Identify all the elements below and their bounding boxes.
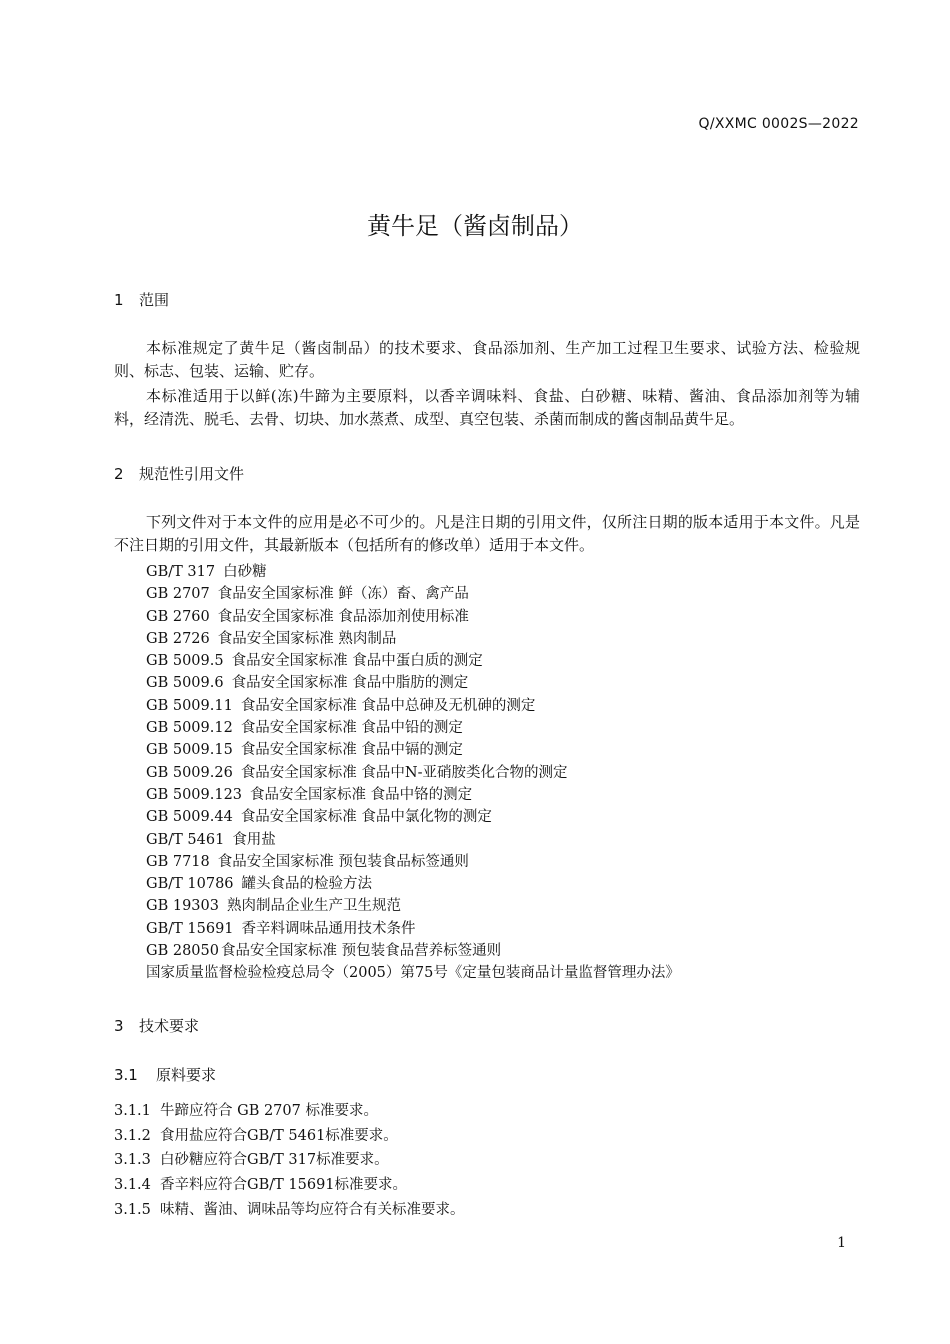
subsection-title: 原料要求: [156, 1066, 217, 1084]
reference-title: 食品安全国家标准 食品中镉的测定: [240, 742, 463, 759]
references-intro: 下列文件对于本文件的应用是必不可少的。凡是注日期的引用文件，仅所注日期的版本适用于本文件。凡是不注日期的引用文件，其最新版本（包括所有的修改单）适用于本文件。: [114, 513, 860, 554]
reference-code: GB 28050: [146, 943, 219, 960]
reference-title: 食品安全国家标准 预包装食品标签通则: [217, 853, 469, 870]
document-code: Q/XXMC 0002S—2022: [698, 116, 859, 132]
reference-item: [146, 962, 680, 984]
reference-title: 香辛料调味品通用技术条件: [241, 920, 416, 937]
reference-code: GB 5009.11: [146, 697, 233, 714]
reference-item: [146, 672, 680, 694]
reference-title: 食品安全国家标准 食品添加剂使用标准: [217, 608, 469, 625]
section-number: 1: [114, 291, 124, 309]
reference-code: GB/T 15691: [146, 920, 234, 937]
reference-item: [146, 829, 680, 851]
section-heading-tech: [114, 1015, 199, 1036]
requirement-list: [114, 1099, 465, 1223]
reference-item: [146, 650, 680, 672]
reference-item: [146, 806, 680, 828]
reference-code: GB 19303: [146, 898, 219, 915]
item-number: 3.1.1: [114, 1103, 151, 1119]
reference-code: GB 5009.123: [146, 786, 243, 803]
reference-title: 食品安全国家标准 食品中总砷及无机砷的测定: [240, 697, 536, 714]
reference-code: GB 2760: [146, 608, 210, 625]
reference-code: GB/T 5461: [146, 831, 225, 848]
reference-title: 食品安全国家标准 食品中氯化物的测定: [240, 809, 492, 826]
reference-item: [146, 739, 680, 761]
reference-title: 罐头食品的检验方法: [241, 876, 373, 893]
item-number: 3.1.5: [114, 1201, 151, 1218]
reference-item: [146, 717, 680, 739]
reference-code: GB 5009.26: [146, 764, 233, 781]
item-text: 香辛料应符合GB/T 15691标准要求。: [160, 1177, 408, 1194]
reference-title: 食用盐: [232, 831, 276, 848]
subsection-heading-materials: [114, 1064, 216, 1085]
reference-code: GB 5009.5: [146, 653, 224, 670]
item-number: 3.1.2: [114, 1127, 151, 1144]
requirement-item: [114, 1198, 465, 1223]
requirement-item: [114, 1173, 465, 1198]
reference-item: [146, 762, 680, 784]
reference-title: 国家质量监督检验检疫总局令（2005）第75号《定量包装商品计量监督管理办法》: [146, 965, 680, 982]
document-title: 黄牛足（酱卤制品）: [367, 212, 583, 240]
reference-code: GB 7718: [146, 853, 210, 870]
reference-list: [146, 561, 680, 985]
reference-title: 食品安全国家标准 食品中N-亚硝胺类化合物的测定: [240, 764, 568, 781]
section-heading-scope: [114, 289, 169, 310]
reference-code: GB 2726: [146, 630, 210, 647]
reference-item: [146, 628, 680, 650]
reference-code: GB 2707: [146, 586, 210, 603]
section-heading-references: [114, 463, 244, 484]
reference-title: 白砂糖: [223, 564, 267, 580]
item-text: 白砂糖应符合GB/T 317标准要求。: [160, 1152, 389, 1169]
scope-paragraph-2: 本标准适用于以鲜(冻)牛蹄为主要原料，以香辛调味料、食盐、白砂糖、味精、酱油、食品添加剂等为辅料，经清洗、脱毛、去骨、切块、加水蒸煮、成型、真空包装、杀菌而制成的酱卤制品黄牛足。: [114, 387, 860, 428]
requirement-item: [114, 1099, 465, 1124]
reference-item: [146, 583, 680, 605]
reference-code: GB/T 10786: [146, 876, 234, 893]
page-number: 1: [837, 1235, 846, 1251]
item-number: 3.1.3: [114, 1152, 151, 1169]
requirement-item: [114, 1148, 465, 1173]
reference-title: 食品安全国家标准 食品中铅的测定: [240, 720, 463, 737]
item-text: 牛蹄应符合 GB 2707 标准要求。: [160, 1103, 378, 1119]
reference-title: 食品安全国家标准 预包装食品营养标签通则: [220, 943, 502, 960]
reference-item: [146, 918, 680, 940]
scope-paragraph-1: 本标准规定了黄牛足（酱卤制品）的技术要求、食品添加剂、生产加工过程卫生要求、试验方法、检验规则、标志、包装、运输、贮存。: [114, 339, 860, 380]
section-title: 规范性引用文件: [139, 465, 245, 483]
requirement-item: [114, 1124, 465, 1149]
reference-title: 熟肉制品企业生产卫生规范: [226, 898, 401, 915]
section-title: 范围: [139, 291, 170, 309]
reference-item: [146, 895, 680, 917]
item-text: 味精、酱油、调味品等均应符合有关标准要求。: [160, 1201, 465, 1218]
reference-item: [146, 784, 680, 806]
item-text: 食用盐应符合GB/T 5461标准要求。: [160, 1127, 398, 1144]
reference-item: [146, 940, 680, 962]
reference-title: 食品安全国家标准 食品中铬的测定: [250, 786, 473, 803]
reference-code: GB 5009.15: [146, 742, 233, 759]
section-title: 技术要求: [139, 1017, 200, 1035]
reference-item: [146, 561, 680, 583]
section-number: 2: [114, 465, 124, 483]
reference-code: GB/T 317: [146, 564, 216, 580]
reference-title: 食品安全国家标准 熟肉制品: [217, 630, 397, 647]
reference-item: [146, 851, 680, 873]
reference-item: [146, 695, 680, 717]
reference-code: GB 5009.12: [146, 720, 233, 737]
reference-code: GB 5009.44: [146, 809, 233, 826]
section-number: 3: [114, 1017, 124, 1035]
reference-title: 食品安全国家标准 鲜（冻）畜、禽产品: [217, 586, 469, 603]
reference-code: GB 5009.6: [146, 675, 224, 692]
reference-title: 食品安全国家标准 食品中蛋白质的测定: [231, 653, 483, 670]
subsection-number: 3.1: [114, 1066, 138, 1084]
reference-title: 食品安全国家标准 食品中脂肪的测定: [231, 675, 469, 692]
item-number: 3.1.4: [114, 1177, 151, 1194]
reference-item: [146, 606, 680, 628]
reference-item: [146, 873, 680, 895]
